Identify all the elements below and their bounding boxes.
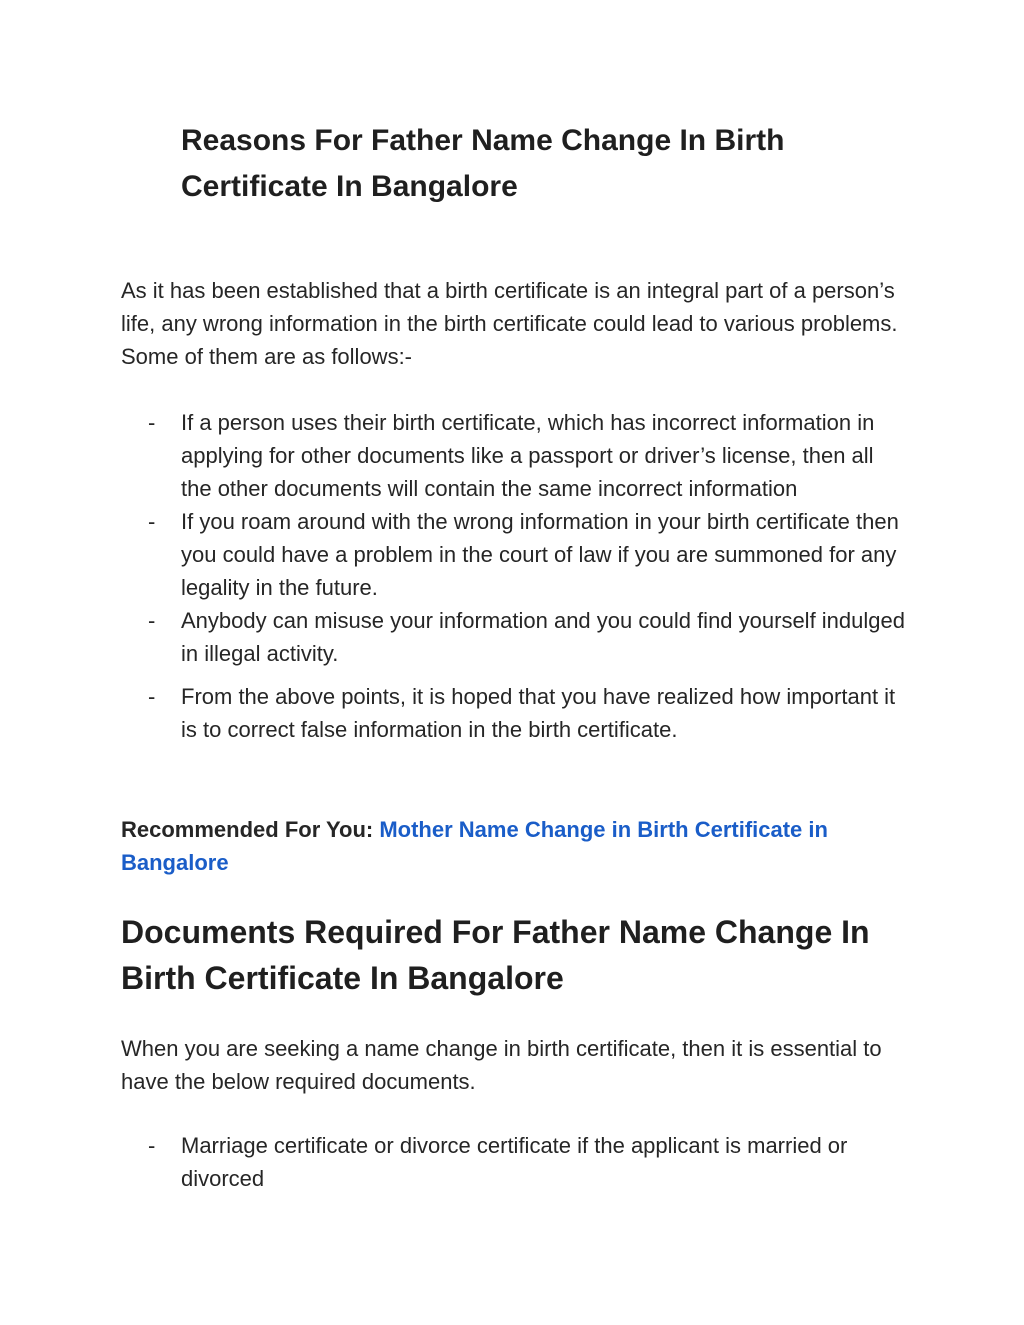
section-heading-documents: Documents Required For Father Name Change In Birth Certificate In Bangalore (121, 914, 870, 996)
reasons-list (148, 406, 908, 746)
dash-bullet: - (148, 608, 156, 633)
list-item-text: Anybody can misuse your information and you could find yourself indulged in illegal activity. (181, 608, 905, 666)
dash-bullet: - (148, 410, 156, 435)
documents-intro-paragraph: When you are seeking a name change in birth certificate, then it is essential to have the below required documents. (121, 1036, 882, 1094)
recommended-link[interactable]: Mother Name Change in Birth Certificate in Bangalore (121, 817, 828, 875)
list-item (148, 505, 908, 604)
list-item (148, 1129, 908, 1195)
reasons-intro-paragraph: As it has been established that a birth certificate is an integral part of a person’s life, any wrong information in the birth certificate could lead to various problems. Some of them are as follows:- (121, 278, 898, 369)
list-item (148, 406, 908, 505)
section-heading-reasons: Reasons For Father Name Change In Birth Certificate In Bangalore (181, 124, 785, 203)
recommended-line (121, 813, 921, 879)
list-item-text: If you roam around with the wrong information in your birth certificate then you could have a problem in the court of law if you are summoned for any legality in the future. (181, 509, 899, 600)
list-item-text: From the above points, it is hoped that you have realized how important it is to correct false information in the birth certificate. (181, 684, 896, 742)
list-item (148, 680, 908, 746)
documents-list (148, 1129, 908, 1195)
list-item-text: Marriage certificate or divorce certificate if the applicant is married or divorced (181, 1133, 848, 1191)
dash-bullet: - (148, 684, 156, 709)
list-item-text: If a person uses their birth certificate, which has incorrect information in applying for other documents like a passport or driver’s license, then all the other documents will contain the same incorrect information (181, 410, 875, 501)
dash-bullet: - (148, 1133, 156, 1158)
recommended-label: Recommended For You: (121, 817, 374, 842)
list-item (148, 604, 908, 670)
dash-bullet: - (148, 509, 156, 534)
